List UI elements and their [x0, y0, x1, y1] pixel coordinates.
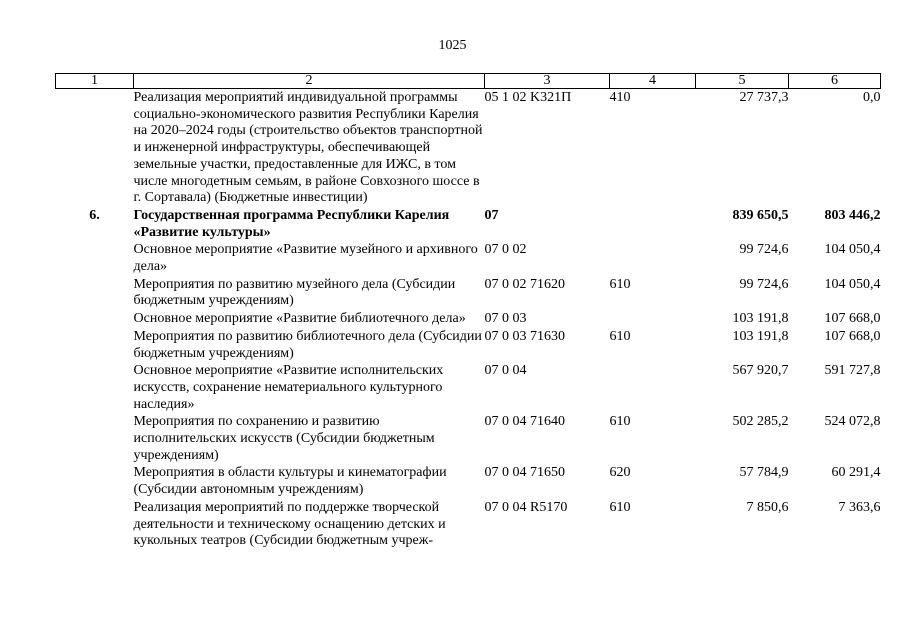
table-row: [56, 362, 881, 413]
row-code-cell: 07 0 03: [484, 311, 527, 327]
row-name-cell: Основное мероприятие «Развитие музейного и архивного дела»: [133, 242, 478, 275]
column-header-3: 3: [485, 74, 610, 89]
row-name-cell: Государственная программа Республики Карелия «Развитие культуры»: [133, 207, 450, 240]
row-code-cell: 07 0 02: [484, 242, 527, 258]
table-row: [56, 89, 881, 207]
row-expense-type-cell: 610: [609, 414, 631, 430]
row-amount-2022-cell: 107 668,0: [824, 328, 881, 344]
row-number-cell: [56, 464, 134, 498]
row-name-cell: Основное мероприятие «Развитие библиотечного дела»: [133, 311, 466, 327]
row-name-cell: Реализация мероприятий индивидуальной программы социально-экономического развития Республики Карелия на 2020–2024 годы (строительство объектов транспортной и инженерной инфраструктуры, обеспечивающей земельные участки, предоставленные для ИЖС, в том числе многодетным семьям, в районе Совхозного шоссе в г. Сортавала) (Бюджетные инвестиции): [133, 90, 483, 206]
column-header-5: 5: [696, 74, 789, 89]
row-expense-type-cell: 620: [609, 465, 631, 481]
row-amount-2021-cell: 839 650,5: [732, 207, 789, 223]
row-amount-2021-cell: 7 850,6: [746, 499, 789, 515]
table-row: [56, 464, 881, 498]
row-number-cell: 6.: [89, 207, 100, 223]
row-amount-2022-cell: 0,0: [863, 90, 881, 105]
row-expense-type-cell: [610, 362, 696, 413]
table-row: [56, 241, 881, 275]
row-code-cell: 07 0 04 R5170: [484, 499, 568, 515]
row-name-cell: Реализация мероприятий по поддержке творческой деятельности и техническому оснащению детских и кукольных театров (Субсидии бюджетным учреж-: [133, 499, 446, 549]
row-amount-2021-cell: 103 191,8: [732, 328, 789, 344]
row-expense-type-cell: 610: [609, 328, 631, 344]
table-row: [56, 413, 881, 464]
column-header-2: 2: [134, 74, 485, 89]
row-name-cell: Мероприятия по развитию музейного дела (Субсидии бюджетным учреждениям): [133, 276, 456, 309]
row-amount-2021-cell: 567 920,7: [732, 363, 789, 379]
row-name-cell: Мероприятия по сохранению и развитию исполнительских искусств (Субсидии бюджетным учреждениям): [133, 414, 435, 463]
table-row: [56, 207, 881, 241]
row-amount-2021-cell: 57 784,9: [739, 465, 789, 481]
row-number-cell: [56, 499, 134, 550]
row-amount-2021-cell: 502 285,2: [732, 414, 789, 430]
row-amount-2022-cell: 104 050,4: [824, 242, 881, 258]
row-expense-type-cell: 610: [609, 276, 631, 292]
row-amount-2022-cell: 107 668,0: [824, 311, 881, 327]
row-number-cell: [56, 89, 134, 207]
row-amount-2022-cell: 104 050,4: [824, 276, 881, 292]
row-amount-2021-cell: 99 724,6: [739, 242, 789, 258]
row-name-cell: Основное мероприятие «Развитие исполнительских искусств, сохранение нематериального культурного наследия»: [133, 363, 444, 412]
column-header-4: 4: [610, 74, 696, 89]
row-code-cell: 07: [484, 207, 499, 223]
row-amount-2022-cell: 803 446,2: [824, 207, 881, 223]
row-name-cell: Мероприятия в области культуры и кинематографии (Субсидии автономным учреждениям): [133, 465, 447, 498]
row-amount-2021-cell: 99 724,6: [739, 276, 789, 292]
column-header-6: 6: [789, 74, 881, 89]
row-amount-2022-cell: 524 072,8: [824, 414, 881, 430]
row-number-cell: [56, 241, 134, 275]
row-amount-2021-cell: 103 191,8: [732, 311, 789, 327]
row-amount-2022-cell: 591 727,8: [824, 363, 881, 379]
row-amount-2022-cell: 60 291,4: [831, 465, 881, 481]
row-code-cell: 07 0 04: [484, 363, 527, 379]
row-code-cell: 05 1 02 K321П: [484, 90, 572, 105]
row-amount-2022-cell: 7 363,6: [838, 499, 881, 515]
header-row: [56, 74, 881, 89]
row-expense-type-cell: [610, 207, 696, 241]
row-number-cell: [56, 310, 134, 328]
row-expense-type-cell: 610: [609, 499, 631, 515]
table-row: [56, 276, 881, 310]
row-code-cell: 07 0 04 71650: [484, 465, 565, 481]
row-code-cell: 07 0 04 71640: [484, 414, 565, 430]
row-code-cell: 07 0 03 71630: [484, 328, 565, 344]
row-name-cell: Мероприятия по развитию библиотечного дела (Субсидии бюджетным учреждениям): [133, 328, 482, 361]
table-row: [56, 499, 881, 550]
row-number-cell: [56, 328, 134, 362]
row-amount-2021-cell: 27 737,3: [739, 90, 789, 105]
row-expense-type-cell: [610, 310, 696, 328]
row-number-cell: [56, 362, 134, 413]
row-expense-type-cell: [610, 241, 696, 275]
row-number-cell: [56, 276, 134, 310]
budget-table: [55, 73, 881, 550]
table-row: [56, 328, 881, 362]
table-row: [56, 310, 881, 328]
row-code-cell: 07 0 02 71620: [484, 276, 565, 292]
page-number: 1025: [438, 38, 467, 53]
column-header-1: 1: [56, 74, 134, 89]
row-number-cell: [56, 413, 134, 464]
row-expense-type-cell: 410: [609, 90, 631, 105]
